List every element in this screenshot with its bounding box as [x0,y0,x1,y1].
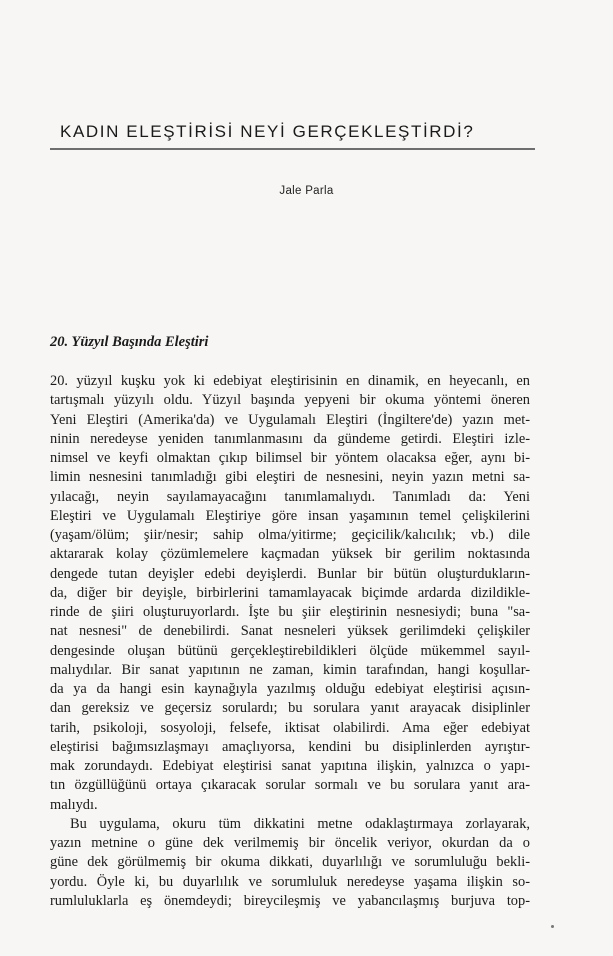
text-line: malıydı. [50,796,98,813]
page-speck [551,925,554,928]
text-line: mak zorundaydı. Edebiyat eleştirisi sanat yapıtına ilişkin, yalnızca o yapı- [50,758,530,774]
text-line: malıydılar. Bir sanat yapıtının ne zaman, kimin tarafından, hangi koşullar- [50,661,530,678]
text-line: ninin neredeyse yeniden tanımlanmasını da gündeme getirdi. Eleştiri izle- [50,430,530,447]
text-line: yordu. Öyle ki, bu duyarlılık ve sorumluluk neredeyse yaşama ilişkin so- [50,873,530,890]
text-line: dengede tutan deyişler edebi deyişlerdi. Bunlar bir bütün oluşturdukların- [50,565,530,582]
author-name: Jale Parla [279,185,334,197]
text-line: (yaşam/ölüm; şiir/nesir; sahip olma/yitirme; geçicilik/kalıcılık; vb.) dile [50,527,530,543]
text-line: eleştirisi bağımsızlaşmayı amaçlıyorsa, kendini bu disiplinlerden ayrıştır- [50,738,530,755]
text-line: tın özgüllüğünü ortaya çıkaracak sorular sormalı ve bu sorulara yanıt ara- [50,777,530,794]
text-line: yazın metnine o güne dek verilmemiş bir öncelik veriyor, okurdan da o [50,835,530,851]
text-line: Eleştiri ve Uygulamalı Eleştiriye göre insan yaşamının temel çelişkilerini [50,507,530,524]
text-line: Yeni Eleştiri (Amerika'da) ve Uygulamalı Eleştiri (İngiltere'de) yazın met- [50,411,530,428]
text-line: limin nesnesini tanımladığı gibi eleştiri de nesnesini, neyin yazın metni sa- [50,469,530,486]
body-text [50,372,530,911]
section-heading: 20. Yüzyıl Başında Eleştiri [50,334,209,350]
text-line: aktararak kolay çözümlemelere kaçmadan yüksek bir gerilim noktasında [50,546,530,563]
text-line: Bu uygulama, okuru tüm dikkatini metne odaklaştırmaya zorlayarak, [70,815,530,832]
text-line: 20. yüzyıl kuşku yok ki edebiyat eleştirisinin en dinamik, en heyecanlı, en [50,373,530,389]
text-line: da ya da hangi esin kaynağıyla yazılmış olduğu edebiyat eleştirisi açısın- [50,681,530,697]
title-divider [50,148,535,150]
text-line: tarih, psikoloji, sosyoloji, felsefe, iktisat olabilirdi. Ama eğer edebiyat [50,719,530,736]
text-line: dan gereksiz ve geçersiz sorulardı; bu sorulara yanıt arayacak disiplinler [50,700,530,717]
article-title: KADIN ELEŞTİRİSİ NEYİ GERÇEKLEŞTİRDİ? [60,122,475,141]
paragraph-2 [50,815,530,911]
text-line: da, diğer bir deyişle, birbirlerini tamamlayacak biçimde ardarda dizildikle- [50,584,530,601]
text-line: yılacağı, neyin sayılamayacağını tanımlamalıydı. Tanımladı da: Yeni [50,488,530,505]
text-line: rinde de şiiri oluşturuyorlardı. İşte bu şiir eleştirinin nesnesiydi; buna "sa- [50,604,530,620]
paragraph-1 [50,372,530,815]
text-line: güne dek görülmemiş bir okuma dikkati, duyarlılığı ve sorumluluğu bekli- [50,854,530,871]
text-line: nimsel ve keyfi olmaktan çıkıp bilimsel bir yöntem olacaksa eğer, aynı bi- [50,450,530,466]
text-line: rumluluklarla eş önemdeydi; bireycileşmiş ve yabancılaşmış burjuva top- [50,892,530,909]
text-line: tartışmalı yüzyılı oldu. Yüzyıl başında yepyeni bir okuma yöntemi öneren [50,392,530,409]
text-line: nat nesnesi" de denebilirdi. Sanat nesneleri yüksek gerilimdeki çelişkiler [50,623,530,640]
text-line: dengesinde oluşan bütünü gerçekleştirebildikleri ölçüde mükemmel sayıl- [50,642,530,659]
